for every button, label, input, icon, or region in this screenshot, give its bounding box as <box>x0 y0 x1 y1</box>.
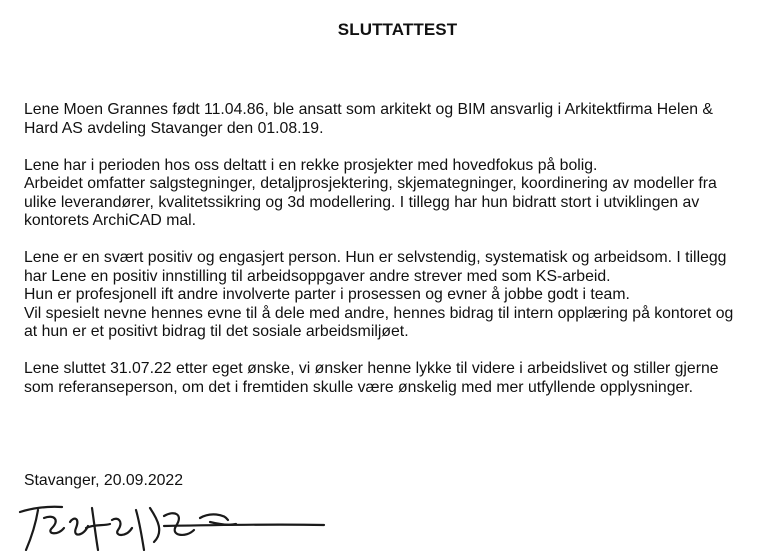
text-line: Lene er en svært positiv og engasjert person. Hun er selvstendig, systematisk og arbeidsom. I tillegg <box>24 249 727 266</box>
text-line: at hun er et positivt bidrag til det sosiale arbeidsmiljøet. <box>24 323 409 340</box>
text-line: Lene har i perioden hos oss deltatt i en rekke prosjekter med hovedfokus på bolig. <box>24 156 598 174</box>
paragraph-personal-qualities <box>24 249 764 342</box>
paragraph-departure <box>24 360 764 397</box>
text-line: Vil spesielt nevne hennes evne til å dele med andre, hennes bidrag til intern opplæring på kontoret og <box>24 304 734 322</box>
place-and-date: Stavanger, 20.09.2022 <box>24 472 183 489</box>
handwritten-signature <box>14 498 334 551</box>
text-line: Lene Moen Grannes født 11.04.86, ble ansatt som arkitekt og BIM ansvarlig i Arkitektfirma Helen & <box>24 101 713 118</box>
text-line: kontorets ArchiCAD mal. <box>24 212 197 229</box>
text-line: Hard AS avdeling Stavanger den 01.08.19. <box>24 119 324 137</box>
text-line: Lene sluttet 31.07.22 etter eget ønske, vi ønsker henne lykke til videre i arbeidslivet og stiller gjerne <box>24 360 719 377</box>
text-line: Arbeidet omfatter salgstegninger, detaljprosjektering, skjemategninger, koordinering av modeller fra <box>24 175 717 192</box>
paragraph-projects <box>24 157 764 231</box>
text-line: som referanseperson, om det i fremtiden skulle være ønskelig med mer utfyllende opplysninger. <box>24 378 694 396</box>
paragraph-employment <box>24 101 764 138</box>
document-title: SLUTTATTEST <box>337 20 458 39</box>
text-line: Hun er profesjonell ift andre involverte parter i prosessen og evner å jobbe godt i team. <box>24 286 630 303</box>
text-line: ulike leverandører, kvalitetssikring og 3d modellering. I tillegg har hun bidratt stort i utviklingen av <box>24 193 700 211</box>
document-body <box>24 101 764 416</box>
text-line: har Lene en positiv innstilling til arbeidsoppgaver andre strever med som KS-arbeid. <box>24 267 611 285</box>
